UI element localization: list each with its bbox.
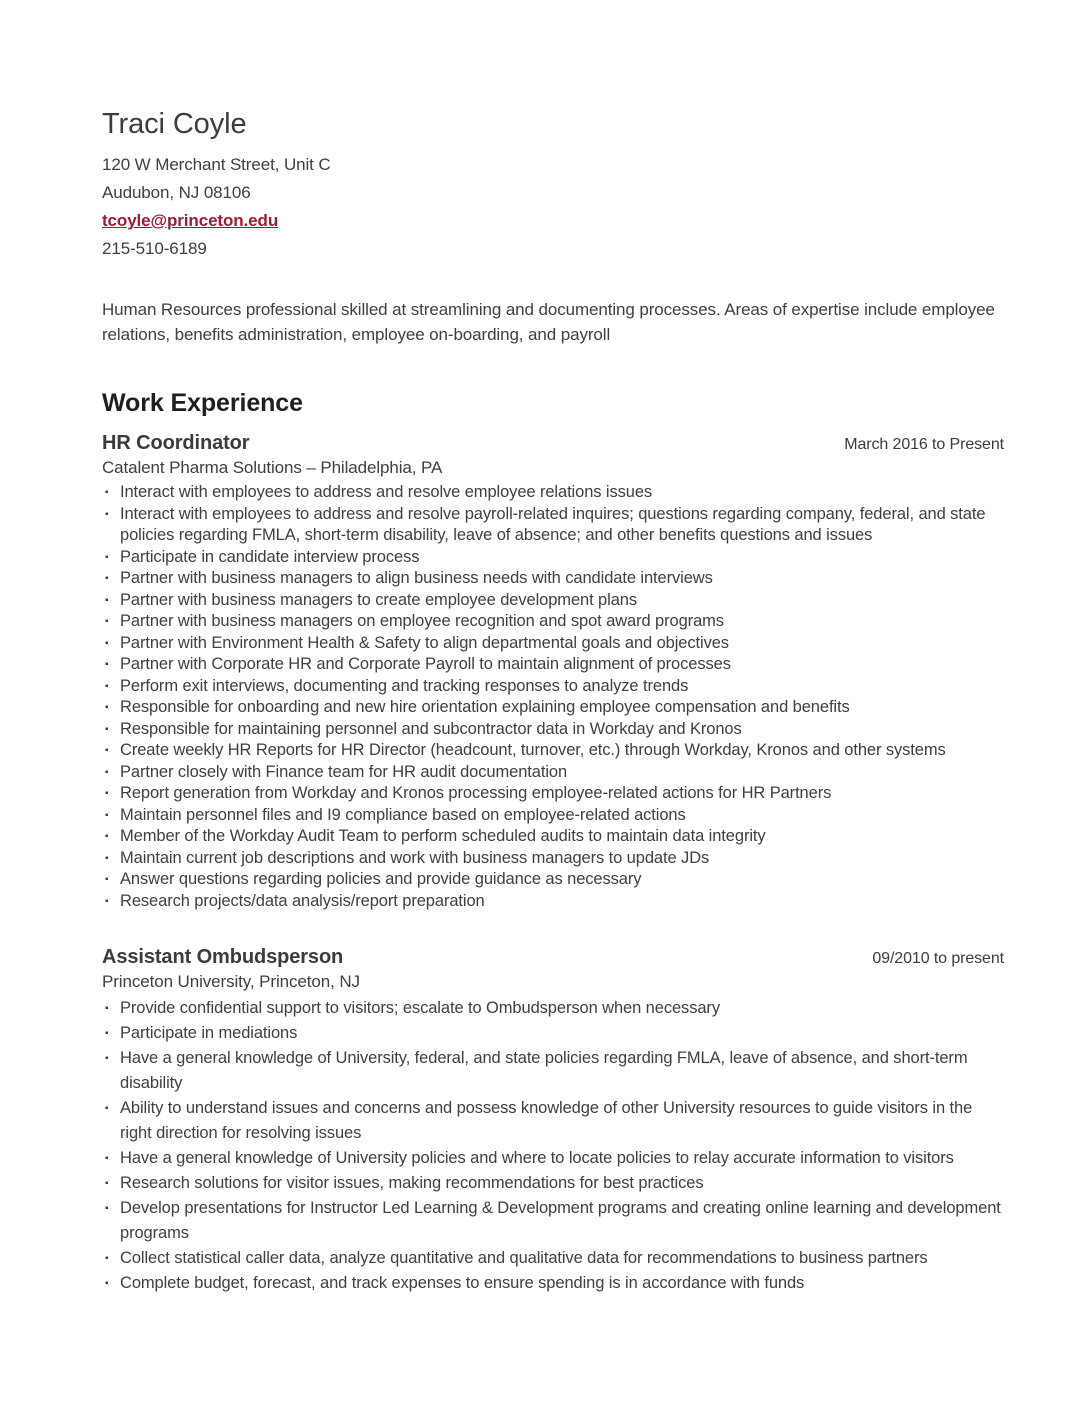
job-bullets (102, 482, 1004, 912)
bullet-item: ▪ Collect statistical caller data, analyze quantitative and qualitative data for recommendations to business partners (102, 1246, 1004, 1271)
bullet-item: ▪ Research projects/data analysis/report preparation (102, 891, 1004, 913)
job-company: Catalent Pharma Solutions – Philadelphia, PA (102, 458, 443, 477)
address-line-2: Audubon, NJ 08106 (102, 183, 251, 202)
bullet-item: ▪ Responsible for onboarding and new hire orientation explaining employee compensation and benefits (102, 697, 1004, 719)
bullet-item: ▪ Complete budget, forecast, and track expenses to ensure spending is in accordance with funds (102, 1271, 1004, 1296)
resume-name: Traci Coyle (102, 108, 247, 140)
bullet-item: ▪ Partner closely with Finance team for HR audit documentation (102, 762, 1004, 784)
section-title-work-experience: Work Experience (102, 389, 303, 417)
phone-number: 215-510-6189 (102, 239, 207, 258)
summary-paragraph: Human Resources professional skilled at streamlining and documenting processes. Areas of expertise include employee relations, benefits administration, employee on-boarding, and payroll (102, 300, 995, 344)
address-line-1: 120 W Merchant Street, Unit C (102, 155, 331, 174)
bullet-item: ▪ Partner with business managers to align business needs with candidate interviews (102, 568, 1004, 590)
job-entry-hr-coordinator (102, 432, 1004, 912)
job-title: Assistant Ombudsperson (102, 946, 344, 968)
bullet-item: ▪ Have a general knowledge of University policies and where to locate policies to relay accurate information to visitors (102, 1146, 1004, 1171)
bullet-item: ▪ Participate in mediations (102, 1021, 1004, 1046)
job-entry-assistant-ombudsperson (102, 946, 1004, 1296)
bullet-item: ▪ Maintain personnel files and I9 compliance based on employee-related actions (102, 805, 1004, 827)
bullet-item: ▪ Member of the Workday Audit Team to perform scheduled audits to maintain data integrity (102, 826, 1004, 848)
bullet-item: ▪ Participate in candidate interview process (102, 547, 1004, 569)
email-line (102, 207, 1004, 235)
job-header (102, 432, 1004, 455)
bullet-item: ▪ Ability to understand issues and concerns and possess knowledge of other University resources to guide visitors in the right direction for resolving issues (102, 1096, 1004, 1146)
bullet-item: ▪ Report generation from Workday and Kronos processing employee-related actions for HR Partners (102, 783, 1004, 805)
bullet-item: ▪ Interact with employees to address and resolve employee relations issues (102, 482, 1004, 504)
contact-block (102, 108, 1004, 263)
bullet-item: ▪ Responsible for maintaining personnel and subcontractor data in Workday and Kronos (102, 719, 1004, 741)
bullet-item: ▪ Partner with Corporate HR and Corporate Payroll to maintain alignment of processes (102, 654, 1004, 676)
bullet-item: ▪ Develop presentations for Instructor Led Learning & Development programs and creating online learning and development programs (102, 1196, 1004, 1246)
bullet-item: ▪ Provide confidential support to visitors; escalate to Ombudsperson when necessary (102, 996, 1004, 1021)
bullet-item: ▪ Research solutions for visitor issues, making recommendations for best practices (102, 1171, 1004, 1196)
bullet-item: ▪ Partner with Environment Health & Safety to align departmental goals and objectives (102, 633, 1004, 655)
job-dates: March 2016 to Present (844, 436, 1004, 453)
job-company: Princeton University, Princeton, NJ (102, 972, 360, 991)
job-dates: 09/2010 to present (872, 950, 1004, 967)
job-title: HR Coordinator (102, 432, 250, 454)
bullet-item: ▪ Maintain current job descriptions and work with business managers to update JDs (102, 848, 1004, 870)
bullet-item: ▪ Have a general knowledge of University, federal, and state policies regarding FMLA, leave of absence, and short-term disability (102, 1046, 1004, 1096)
bullet-item: ▪ Partner with business managers to create employee development plans (102, 590, 1004, 612)
bullet-item: ▪ Answer questions regarding policies and provide guidance as necessary (102, 869, 1004, 891)
bullet-item: ▪ Create weekly HR Reports for HR Director (headcount, turnover, etc.) through Workday, Kronos and other systems (102, 740, 1004, 762)
bullet-item: ▪ Interact with employees to address and resolve payroll-related inquires; questions regarding company, federal, and state policies regarding FMLA, short-term disability, leave of absence; and other benefits questions and issues (102, 504, 1004, 547)
bullet-item: ▪ Partner with business managers on employee recognition and spot award programs (102, 611, 1004, 633)
job-header (102, 946, 1004, 969)
job-bullets (102, 996, 1004, 1296)
email-link[interactable]: tcoyle@princeton.edu (102, 211, 279, 230)
bullet-item: ▪ Perform exit interviews, documenting and tracking responses to analyze trends (102, 676, 1004, 698)
